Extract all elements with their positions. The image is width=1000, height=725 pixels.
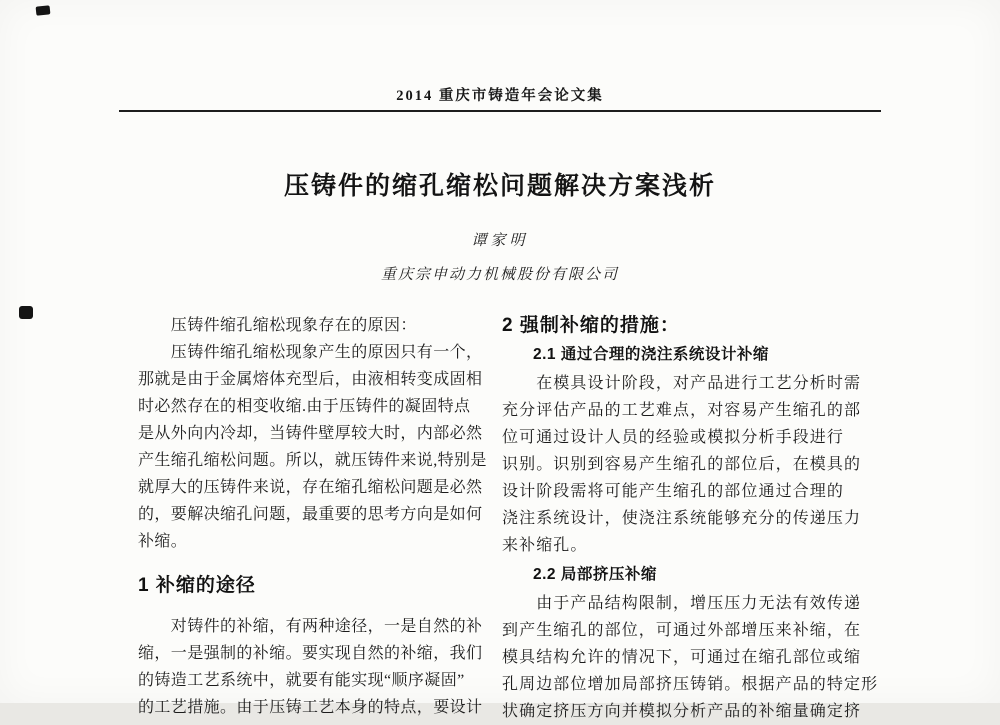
scan-artifact [19, 306, 33, 319]
scan-artifact [36, 5, 51, 15]
author-name: 谭家明 [471, 233, 529, 249]
text-line: 缩，一是强制的补缩。要实现自然的补缩，我们 [138, 645, 483, 662]
text-line: 由于产品结构限制，增压压力无法有效传递 [502, 595, 862, 612]
proceedings-title: 2014 重庆市铸造年会论文集 [396, 88, 604, 104]
left-column [138, 312, 487, 725]
body-columns [138, 312, 879, 725]
section-2-2-paragraph [502, 590, 879, 725]
text-line: 压铸件缩孔缩松现象存在的原因： [138, 317, 417, 334]
text-line: 就厚大的压铸件来说，存在缩孔缩松问题是必然 [138, 479, 483, 496]
text-line: 时必然存在的相变收缩.由于压铸件的凝固特点 [138, 398, 471, 415]
page-header [0, 84, 1000, 112]
text-line: 的工艺措施。由于压铸工艺本身的特点，要设计 [138, 699, 483, 716]
section-2-heading: 2 强制补缩的措施： [502, 315, 680, 336]
text-line: 位可通过设计人员的经验或模拟分析手段进行 [502, 429, 845, 446]
text-line: 对铸件的补缩，有两种途径，一是自然的补 [138, 618, 483, 635]
text-line: 那就是由于金属熔体充型后，由液相转变成固相 [138, 371, 483, 388]
section-2-2-heading: 2.2 局部挤压补缩 [533, 566, 657, 583]
text-line: 产生缩孔缩松问题。所以，就压铸件来说,特别是 [138, 452, 487, 469]
author-affiliation: 重庆宗申动力机械股份有限公司 [380, 267, 619, 283]
section-1-paragraph [138, 613, 482, 721]
text-line: 孔周边部位增加局部挤压铸销。根据产品的特定形 [502, 676, 879, 693]
section-2-1-heading: 2.1 通过合理的浇注系统设计补缩 [533, 346, 769, 363]
section-1-heading: 1 补缩的途径 [138, 575, 256, 596]
header-rule [119, 110, 881, 112]
intro-paragraph [138, 339, 487, 555]
text-line: 到产生缩孔的部位，可通过外部增压来补缩，在 [502, 622, 862, 639]
intro-lead-paragraph [138, 312, 482, 339]
right-column [502, 312, 879, 725]
text-line: 状确定挤压方向并模拟分析产品的补缩量确定挤 [502, 703, 862, 720]
text-line: 充分评估产品的工艺难点，对容易产生缩孔的部 [502, 402, 862, 419]
section-2-1-paragraph [502, 370, 870, 559]
text-line: 补缩。 [138, 533, 188, 550]
text-line: 是从外向内冷却，当铸件壁厚较大时，内部必然 [138, 425, 483, 442]
text-line: 的，要解决缩孔问题，最重要的思考方向是如何 [138, 506, 483, 523]
text-line: 来补缩孔。 [502, 537, 588, 554]
text-line: 压铸件缩孔缩松现象产生的原因只有一个， [138, 344, 483, 361]
paper-title: 压铸件的缩孔缩松问题解决方案浅析 [283, 172, 716, 200]
text-line: 浇注系统设计，使浇注系统能够充分的传递压力 [502, 510, 862, 527]
text-line: 在模具设计阶段，对产品进行工艺分析时需 [502, 375, 862, 392]
text-line: 识别。识别到容易产生缩孔的部位后，在模具的 [502, 456, 862, 473]
text-line: 模具结构允许的情况下，可通过在缩孔部位或缩 [502, 649, 862, 666]
text-line: 设计阶段需将可能产生缩孔的部位通过合理的 [502, 483, 845, 500]
text-line: 的铸造工艺系统中，就要有能实现“顺序凝固” [138, 672, 465, 689]
